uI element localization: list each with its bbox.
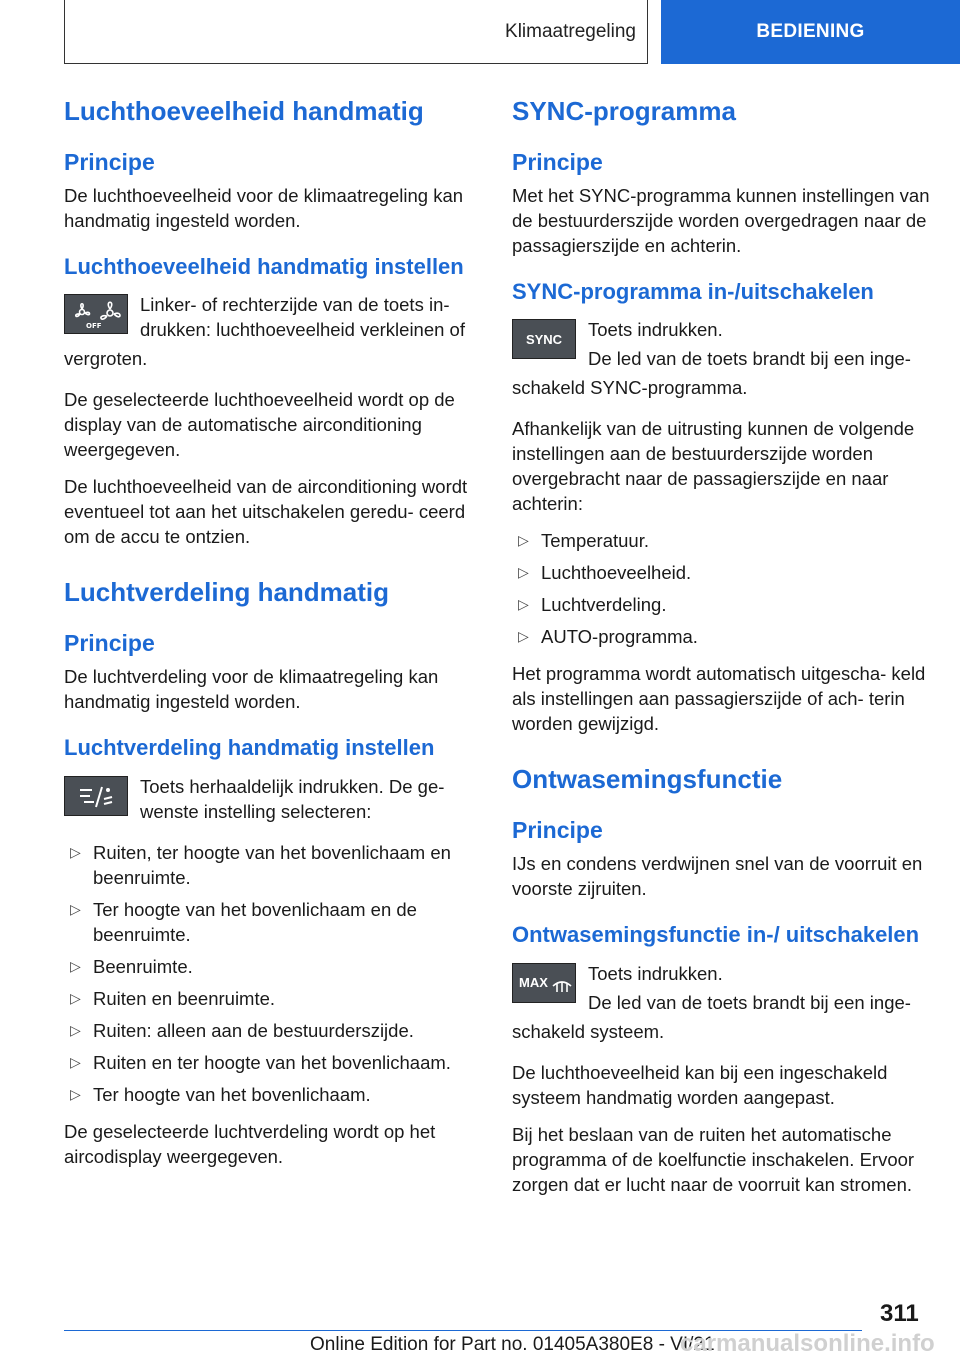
icon-instruction-text: Toets indrukken. — [588, 962, 723, 984]
list-item: ▷ Temperatuur. — [518, 530, 649, 552]
subsection-heading: SYNC-programma in-/uitschakelen — [512, 278, 874, 304]
subsection-heading: Ontwasemingsfunctie in-/ uitschakelen — [512, 922, 920, 948]
list-item: ▷ Ruiten en ter hoogte van het bovenlichaam. — [70, 1051, 451, 1073]
windshield-defrost-icon — [551, 972, 573, 994]
principe-text: IJs en condens verdwijnen snel van de voorruit en voorste zijruiten. — [512, 853, 923, 900]
bullet-triangle-icon: ▷ — [518, 532, 529, 549]
list-item: ▷ Luchtverdeling. — [518, 594, 667, 616]
principe-text: Met het SYNC-programma kunnen instellingen van de bestuurderszijde worden overgedragen naar de passagierszijde en achterin. — [512, 184, 930, 256]
header-section-title: Klimaatregeling — [505, 21, 636, 42]
paragraph: Afhankelijk van de uitrusting kunnen de volgende instellingen aan de bestuurderszijde worden overgebracht naar de passagierszijde en naar achterin: — [512, 418, 915, 515]
section-title-sync: SYNC-programma — [512, 96, 736, 126]
bullet-triangle-icon: ▷ — [70, 900, 81, 917]
list-item: ▷ Ruiten: alleen aan de bestuurderszijde. — [70, 1019, 414, 1041]
bullet-triangle-icon: ▷ — [70, 1085, 81, 1102]
icon-instruction — [512, 317, 930, 371]
principe-text: De luchthoeveelheid voor de klimaatregeling kan handmatig ingesteld worden. — [64, 184, 464, 231]
principe-heading: Principe — [64, 149, 155, 176]
fan-button-icon — [64, 294, 128, 334]
list-item: ▷ Beenruimte. — [70, 955, 193, 977]
paragraph: De geselecteerde luchtverdeling wordt op het aircodisplay weergegeven. — [64, 1120, 436, 1167]
max-label: MAX — [519, 975, 548, 991]
paragraph: Het programma wordt automatisch uitgescha- keld als instellingen aan passagierszijde of ach- terin worden gewijzigd. — [512, 663, 926, 735]
list-item: ▷ Ruiten en beenruimte. — [70, 987, 276, 1009]
icon-instruction-text: Linker- of rechterzijde van de toets in- drukken: luchthoeveelheid verkleinen of — [140, 294, 465, 341]
list-item: ▷ AUTO-programma. — [518, 626, 698, 648]
bullet-triangle-icon: ▷ — [70, 1053, 81, 1070]
air-distribution-list — [64, 840, 479, 1107]
icon-instruction-text: De led van de toets brandt bij een inge- — [588, 348, 911, 370]
watermark: carmanualsonline.info — [680, 1330, 935, 1357]
principe-heading: Principe — [512, 149, 603, 176]
icon-instruction-text: De led van de toets brandt bij een inge- — [588, 991, 911, 1013]
list-item: ▷ Ruiten, ter hoogte van het bovenlichaam en beenruimte. — [70, 841, 451, 888]
section-title-luchtverdeling: Luchtverdeling handmatig — [64, 577, 390, 608]
paragraph: De luchthoeveelheid van de airconditioning wordt eventueel tot aan het uitschakelen geredu- ceerd om de accu te ontzien. — [64, 476, 468, 548]
principe-heading: Principe — [64, 630, 155, 657]
page-number: 311 — [880, 1300, 919, 1327]
list-item: ▷ Ter hoogte van het bovenlichaam. — [70, 1083, 371, 1105]
bullet-triangle-icon: ▷ — [518, 628, 529, 645]
air-distribution-icon — [64, 776, 128, 816]
icon-instruction-text-cont: vergroten. — [64, 348, 148, 370]
subsection-heading: Luchtverdeling handmatig instellen — [64, 735, 435, 761]
paragraph: Bij het beslaan van de ruiten het automatische programma of de koelfunctie inschakelen. Ervoor zorgen dat er lucht naar de voorruit kan stromen. — [512, 1123, 915, 1195]
subsection-heading: Luchthoeveelheid handmatig instellen — [64, 253, 464, 279]
bullet-triangle-icon: ▷ — [70, 1021, 81, 1038]
header-chapter-tab: BEDIENING — [661, 0, 960, 64]
sync-button-icon: SYNC — [512, 319, 576, 359]
list-item: ▷ Ter hoogte van het bovenlichaam en de beenruimte. — [70, 898, 417, 945]
bullet-triangle-icon: ▷ — [70, 843, 81, 860]
bullet-triangle-icon: ▷ — [518, 596, 529, 613]
icon-instruction-text: Toets indrukken. — [588, 319, 723, 341]
icon-instruction — [64, 292, 479, 342]
section-title-luchthoeveelheid: Luchthoeveelheid handmatig — [64, 96, 424, 126]
paragraph: De geselecteerde luchthoeveelheid wordt op de display van de automatische airconditioning weergegeven. — [64, 389, 455, 461]
list-item: ▷ Luchthoeveelheid. — [518, 562, 692, 584]
section-title-ontwaseming: Ontwasemingsfunctie — [512, 764, 783, 795]
icon-instruction — [512, 961, 930, 1015]
icon-instruction-text: Toets herhaaldelijk indrukken. De ge- wenste instelling selecteren: — [140, 775, 445, 822]
sync-settings-list — [512, 528, 930, 649]
max-defrost-button-icon — [512, 963, 576, 1003]
principe-heading: Principe — [512, 817, 603, 844]
icon-instruction-text-cont: schakeld systeem. — [512, 1020, 665, 1042]
right-column — [512, 96, 930, 1209]
footer-edition-text: Online Edition for Part no. 01405A380E8 - VI/21 — [310, 1334, 715, 1355]
left-column — [64, 96, 479, 1181]
icon-instruction-text-cont: schakeld SYNC-programma. — [512, 377, 748, 399]
icon-instruction — [64, 774, 479, 824]
principe-text: De luchtverdeling voor de klimaatregeling kan handmatig ingesteld worden. — [64, 666, 439, 713]
fan-off-label: OFF — [86, 322, 102, 331]
bullet-triangle-icon: ▷ — [518, 564, 529, 581]
paragraph: De luchthoeveelheid kan bij een ingeschakeld systeem handmatig worden aangepast. — [512, 1061, 888, 1108]
bullet-triangle-icon: ▷ — [70, 989, 81, 1006]
bullet-triangle-icon: ▷ — [70, 957, 81, 974]
